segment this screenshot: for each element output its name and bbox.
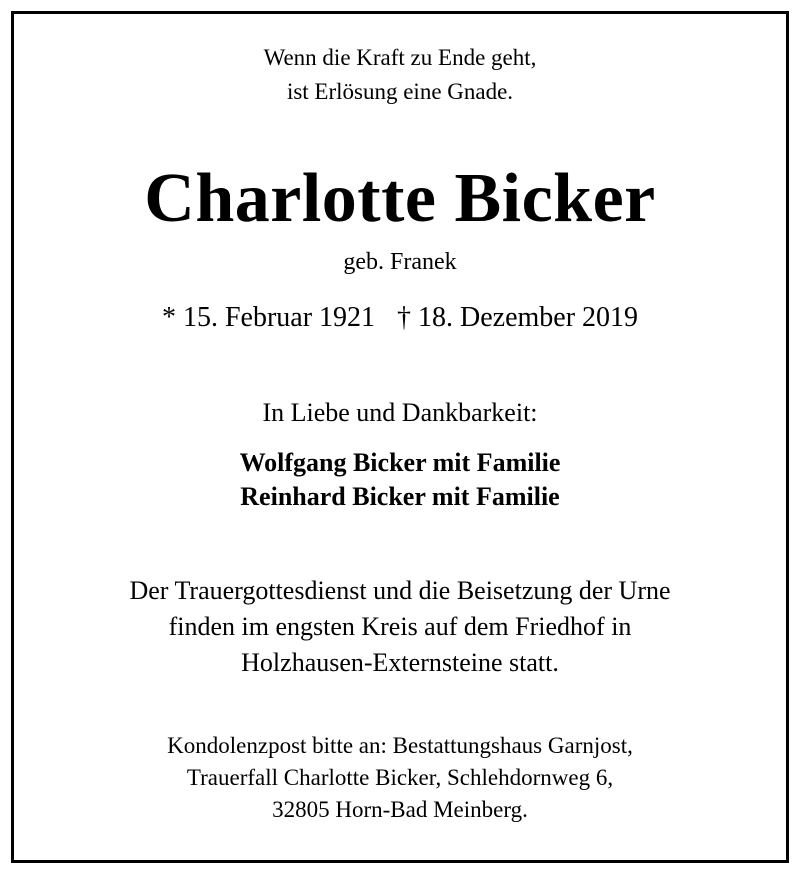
motto-line-2: ist Erlösung eine Gnade.: [286, 79, 514, 104]
mourner-2: Reinhard Bicker mit Familie: [240, 482, 560, 511]
condolence-line-2: Trauerfall Charlotte Bicker, Schlehdornweg 6,: [186, 765, 614, 790]
birth-date: * 15. Februar 1921: [161, 302, 376, 333]
service-line-2: finden im engsten Kreis auf dem Friedhof in: [168, 612, 632, 641]
obituary-notice: [11, 11, 789, 863]
deceased-name: Charlotte Bicker: [144, 160, 656, 237]
condolence-line-3: 32805 Horn-Bad Meinberg.: [272, 797, 528, 822]
death-date: † 18. Dezember 2019: [397, 302, 639, 333]
mourner-1: Wolfgang Bicker mit Familie: [239, 448, 561, 477]
service-line-3: Holzhausen-Externsteine statt.: [241, 648, 559, 677]
dedication: In Liebe und Dankbarkeit:: [262, 398, 538, 427]
maiden-name: geb. Franek: [343, 249, 457, 275]
service-line-1: Der Trauergottesdienst und die Beisetzung der Urne: [129, 576, 671, 605]
life-dates: [14, 301, 786, 335]
condolence-line-1: Kondolenzpost bitte an: Bestattungshaus Garnjost,: [167, 733, 633, 758]
motto-line-1: Wenn die Kraft zu Ende geht,: [263, 45, 537, 70]
